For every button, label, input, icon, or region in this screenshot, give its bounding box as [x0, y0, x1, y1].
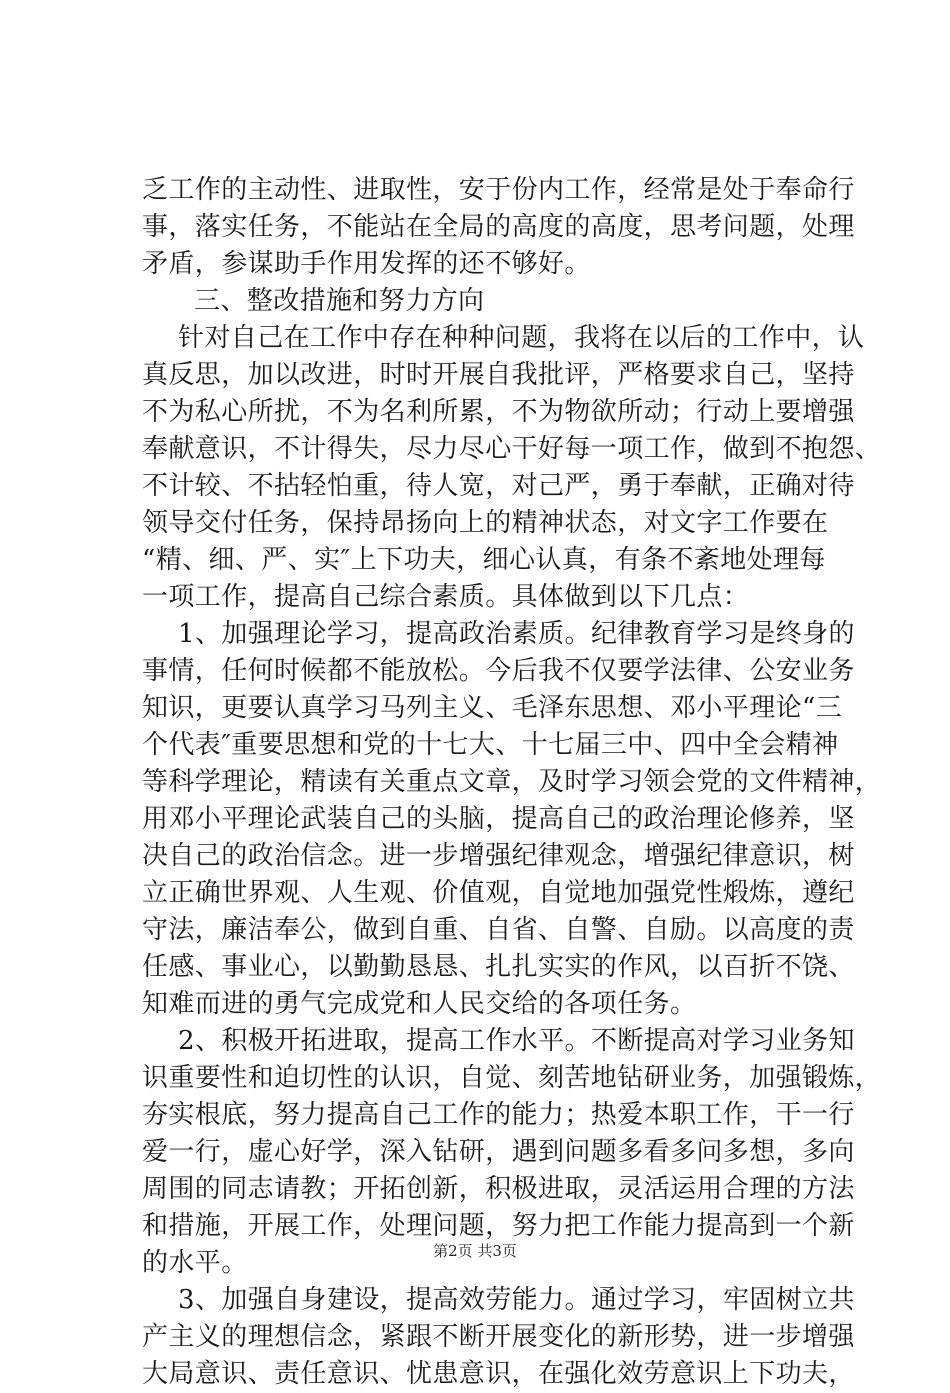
text-line: 乏工作的主动性、进取性，安于份内工作，经常是处于奉命行	[142, 175, 855, 205]
text-line: 2、积极开拓进取，提高工作水平。不断提高对学习业务知	[178, 1026, 855, 1056]
section-heading: 三、整改措施和努力方向	[194, 286, 485, 316]
text-line: 夯实根底，努力提高自己工作的能力；热爱本职工作，干一行	[142, 1100, 855, 1130]
text-line: 真反思，加以改进，时时开展自我批评，严格要求自己，坚持	[142, 360, 855, 390]
text-line: 领导交付任务，保持昂扬向上的精神状态，对文字工作要在	[142, 508, 829, 538]
text-line: 任感、事业心，以勤勤恳恳、扎扎实实的作风，以百折不饶、	[142, 952, 855, 982]
text-line: 1、加强理论学习，提高政治素质。纪律教育学习是终身的	[178, 619, 855, 649]
text-line: 不计较、不拈轻怕重，待人宽，对己严，勇于奉献，正确对待	[142, 471, 855, 501]
text-line: 周围的同志请教；开拓创新，积极进取，灵活运用合理的方法	[142, 1174, 855, 1204]
text-line: 知识，更要认真学习马列主义、毛泽东思想、邓小平理论“三	[142, 693, 843, 723]
text-line: 事情，任何时候都不能放松。今后我不仅要学法律、公安业务	[142, 656, 855, 686]
text-line: 一项工作，提高自己综合素质。具体做到以下几点：	[142, 582, 750, 612]
text-line: 等科学理论，精读有关重点文章，及时学习领会党的文件精神，	[142, 767, 882, 797]
text-line: 针对自己在工作中存在种种问题，我将在以后的工作中，认	[178, 323, 865, 353]
text-line: 产主义的理想信念，紧跟不断开展变化的新形势，进一步增强	[142, 1322, 855, 1352]
text-line: 3、加强自身建设，提高效劳能力。通过学习，牢固树立共	[178, 1285, 855, 1315]
text-line: 矛盾，参谋助手作用发挥的还不够好。	[142, 249, 591, 279]
text-line: 大局意识、责任意识、忧患意识，在强化效劳意识上下功夫，	[142, 1359, 855, 1389]
page-footer	[0, 1240, 950, 1261]
text-line: 守法，廉洁奉公，做到自重、自省、自警、自励。以高度的责	[142, 915, 855, 945]
text-line: 个代表″重要思想和党的十七大、十七届三中、四中全会精神	[142, 730, 839, 760]
text-line: 立正确世界观、人生观、价值观，自觉地加强党性煅炼，遵纪	[142, 878, 855, 908]
text-line: 爱一行，虚心好学，深入钻研，遇到问题多看多问多想，多向	[142, 1137, 855, 1167]
text-line: “精、细、严、实″上下功夫，细心认真，有条不紊地处理每	[142, 545, 826, 575]
text-line: 事，落实任务，不能站在全局的高度的高度，思考问题，处理	[142, 212, 855, 242]
text-line: 知难而进的勇气完成党和人民交给的各项任务。	[142, 989, 697, 1019]
page-number: 第2页 共3页	[433, 1242, 517, 1260]
text-line: 的水平。	[142, 1248, 248, 1278]
text-line: 和措施，开展工作，处理问题，努力把工作能力提高到一个新	[142, 1211, 855, 1241]
text-line: 奉献意识，不计得失，尽力尽心干好每一项工作，做到不抱怨、	[142, 434, 882, 464]
text-line: 决自己的政治信念。进一步增强纪律观念，增强纪律意识，树	[142, 841, 855, 871]
text-line: 不为私心所扰，不为名利所累，不为物欲所动；行动上要增强	[142, 397, 855, 427]
text-line: 用邓小平理论武装自己的头脑，提高自己的政治理论修养，坚	[142, 804, 855, 834]
text-line: 识重要性和迫切性的认识，自觉、刻苦地钻研业务，加强锻炼，	[142, 1063, 882, 1093]
document-body	[142, 172, 882, 1393]
